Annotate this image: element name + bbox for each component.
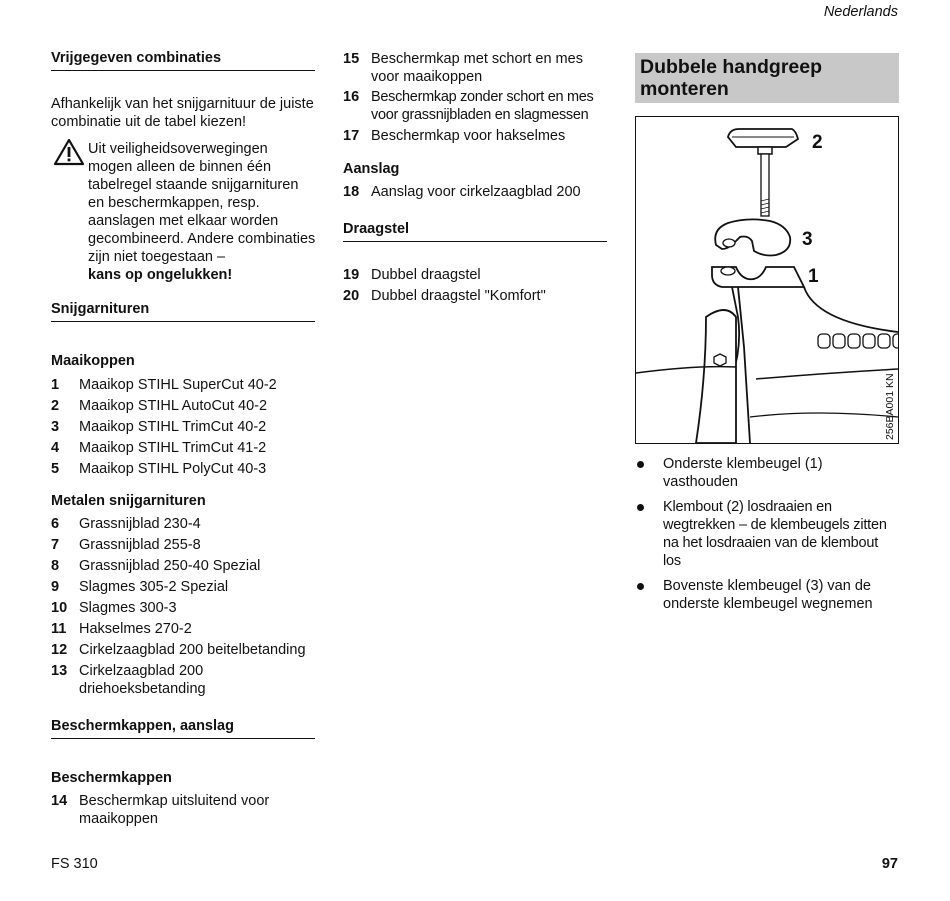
footer-model: FS 310 [51,856,98,872]
section-heading-combinaties: Vrijgegeven combinaties [51,49,315,71]
bullet-icon [637,583,644,590]
callout-upper-clamp: 3 [802,229,813,250]
intro-paragraph: Afhankelijk van het snijgarnituur de juiste combinatie uit de tabel kiezen! [51,96,314,130]
callout-bolt: 2 [812,132,823,153]
section-heading-beschermkappen-aanslag: Beschermkappen, aanslag [51,717,315,739]
warning-bold-text: kans op ongelukken! [88,267,233,283]
subheading-maaikoppen: Maaikoppen [51,353,135,369]
bullet-icon [637,504,644,511]
subheading-beschermkappen: Beschermkappen [51,770,172,786]
section-title-box [635,53,899,103]
section-heading-draagstel: Draagstel [343,220,607,242]
callout-lower-clamp: 1 [808,266,819,287]
subheading-aanslag: Aanslag [343,161,400,177]
handle-mounting-figure [635,116,899,444]
section-heading-snijgarnituren: Snijgarnituren [51,300,315,322]
warning-triangle-icon [53,138,85,166]
page-number: 97 [881,856,898,872]
warning-text: Uit veiligheidsoverwegingen mogen alleen de binnen één tabelregel staande snijgarnituren en beschermkappen, resp. aanslagen met elkaar worden gecombineerd. Andere combinaties zijn niet toegestaan – kans op ongelukken! [88,141,316,283]
subheading-metalen: Metalen snijgarnituren [51,493,206,509]
handle-illustration [636,117,898,443]
figure-code: 256BA001 KN [884,373,896,440]
bullet-icon [637,461,644,468]
language-label: Nederlands [823,4,898,20]
section-title: Dubbele handgreep monteren [640,56,823,100]
